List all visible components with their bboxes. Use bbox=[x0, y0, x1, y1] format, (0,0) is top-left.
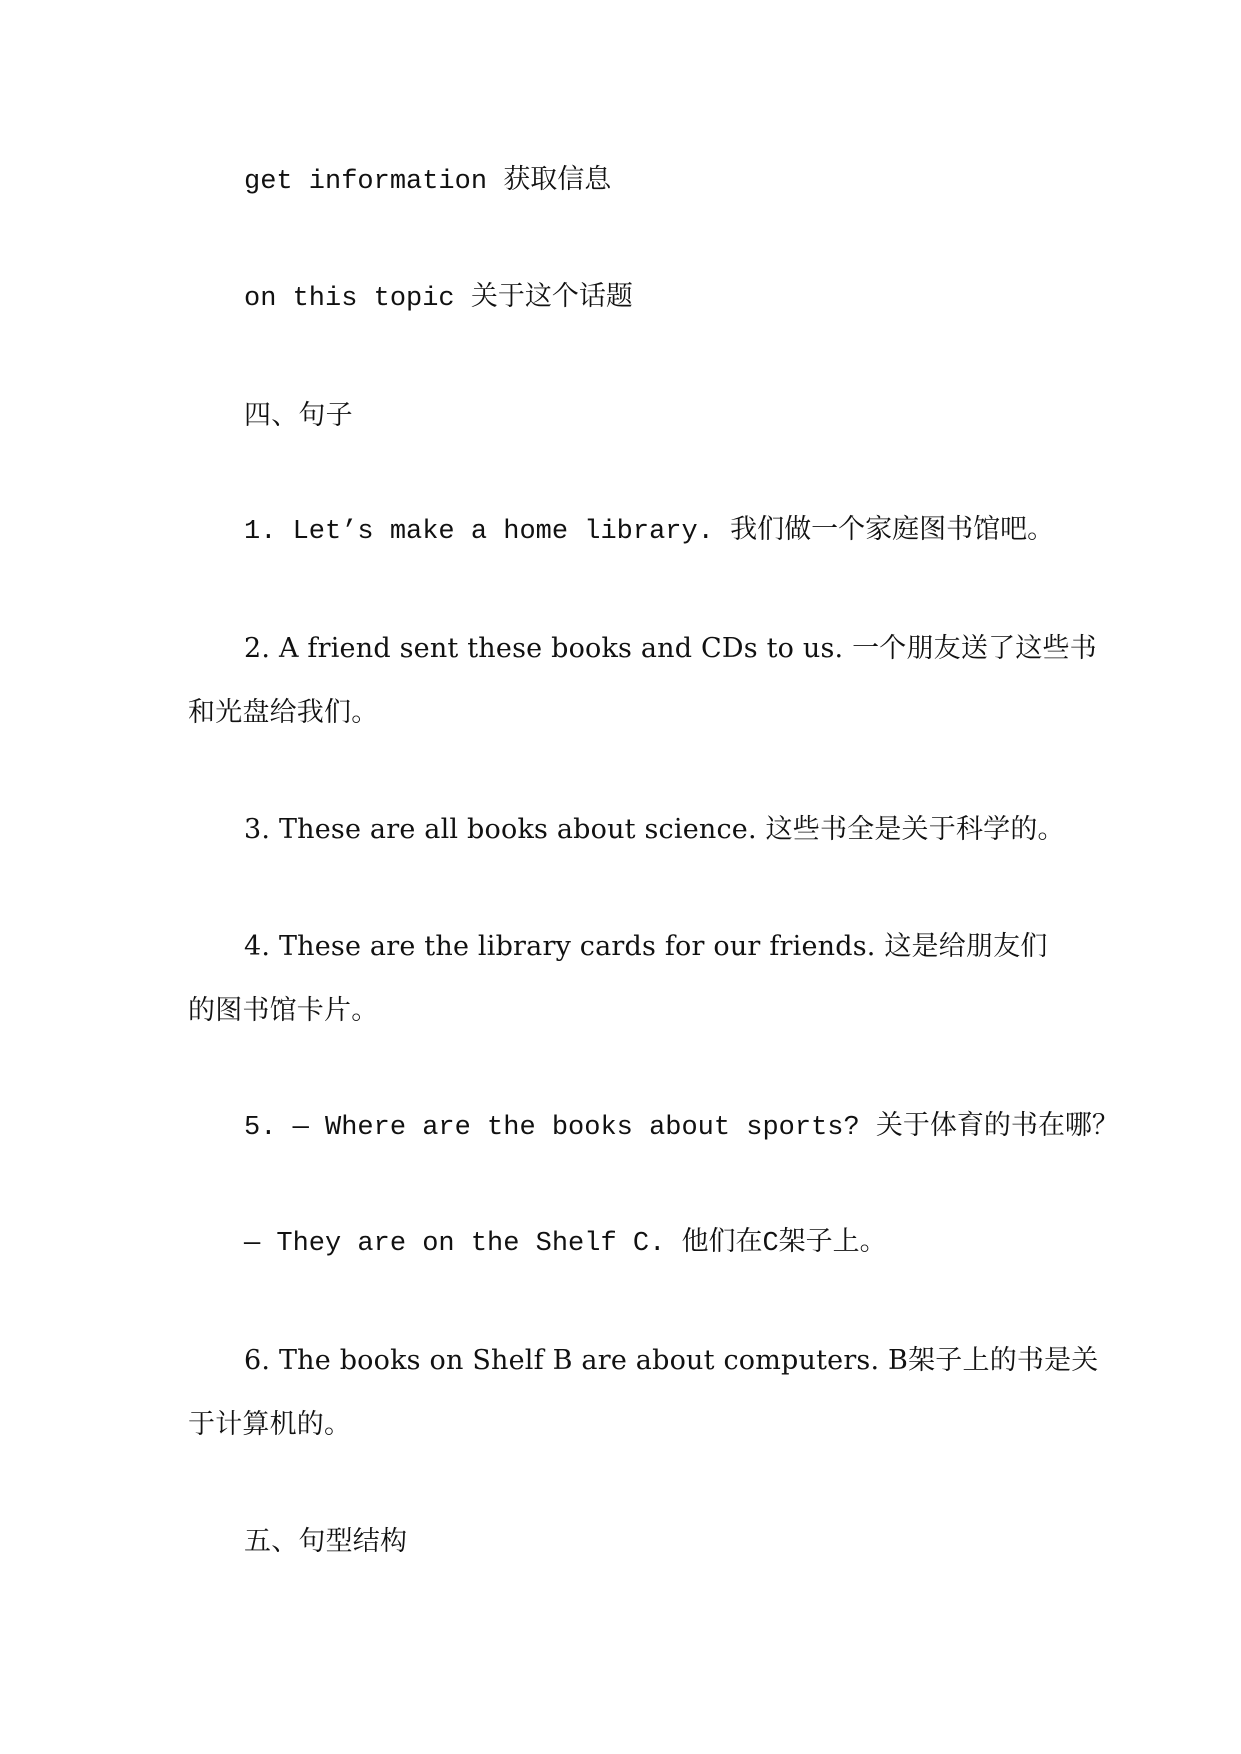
sentence-6-line-1: 6. The books on Shelf B are about computers. B架子上的书是关 bbox=[244, 1345, 1099, 1376]
sentence-4-line-1: 4. These are the library cards for our friends. 这是给朋友们 bbox=[244, 931, 1048, 962]
sentence-4-line-2: 的图书馆卡片。 bbox=[188, 995, 379, 1026]
phrase-get-information: get information 获取信息 bbox=[244, 167, 612, 197]
phrase-on-this-topic: on this topic 关于这个话题 bbox=[244, 284, 633, 314]
sentence-2-line-1: 2. A friend sent these books and CDs to us. 一个朋友送了这些书 bbox=[244, 633, 1097, 664]
sentence-3: 3. These are all books about science. 这些书全是关于科学的。 bbox=[244, 814, 1065, 845]
sentence-2-line-2: 和光盘给我们。 bbox=[188, 697, 379, 728]
sentence-1: 1. Let’s make a home library. 我们做一个家庭图书馆吧。 bbox=[244, 517, 1055, 547]
sentence-5-question: 5. — Where are the books about sports? 关于体育的书在哪？ bbox=[244, 1113, 1119, 1143]
sentence-6-line-2: 于计算机的。 bbox=[188, 1409, 352, 1440]
section-heading-sentences: 四、句子 bbox=[244, 400, 353, 431]
sentence-5-answer: — They are on the Shelf C. 他们在C架子上。 bbox=[244, 1229, 887, 1259]
section-heading-sentence-patterns: 五、句型结构 bbox=[244, 1526, 408, 1557]
